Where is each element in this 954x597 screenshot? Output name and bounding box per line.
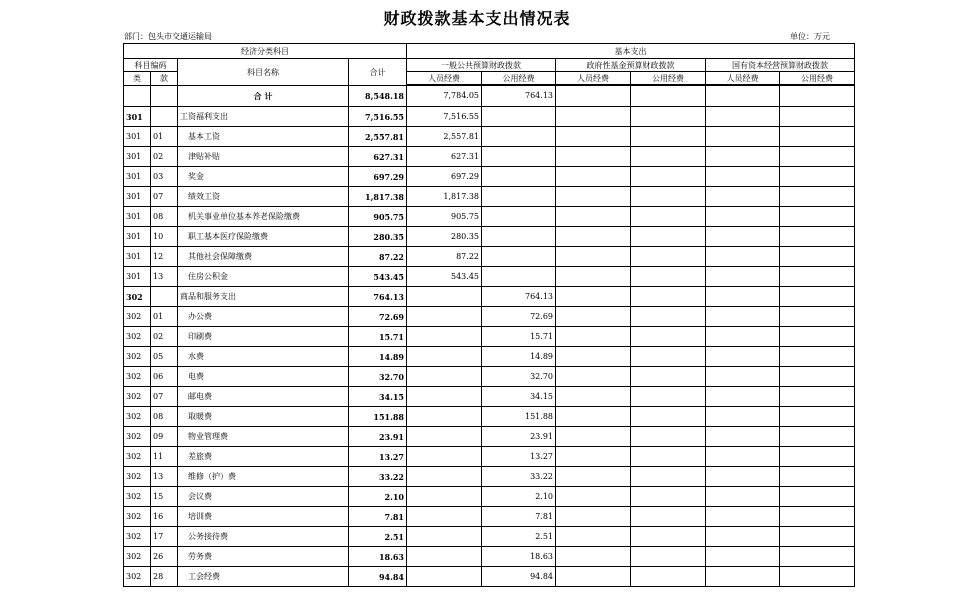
general-personnel-cell <box>407 367 482 387</box>
total-fund-public-cell <box>631 86 706 107</box>
general-public-cell: 151.88 <box>482 407 556 427</box>
lei-cell: 302 <box>124 547 151 567</box>
kuan-header: 款 <box>151 72 178 86</box>
name-header: 科目名称 <box>178 59 349 86</box>
fund-public-cell <box>631 207 706 227</box>
fund-personnel-cell <box>556 227 631 247</box>
kuan-cell: 12 <box>151 247 178 267</box>
total-sum-cell: 8,548.18 <box>349 86 407 107</box>
total-header: 合计 <box>349 59 407 86</box>
lei-cell: 302 <box>124 387 151 407</box>
name-cell: 电费 <box>178 367 349 387</box>
total-cell: 764.13 <box>349 287 407 307</box>
general-personnel-cell <box>407 427 482 447</box>
general-personnel-header: 人员经费 <box>407 72 482 85</box>
table-row <box>124 347 855 367</box>
general-public-cell: 34.15 <box>482 387 556 407</box>
state-public-cell <box>780 247 855 267</box>
name-cell: 工会经费 <box>178 567 349 587</box>
lei-cell: 301 <box>124 207 151 227</box>
state-personnel-cell <box>706 327 780 347</box>
econ-class-header: 经济分类科目 <box>124 44 407 59</box>
table-row <box>124 167 855 187</box>
kuan-cell: 17 <box>151 527 178 547</box>
lei-cell: 302 <box>124 407 151 427</box>
name-cell: 劳务费 <box>178 547 349 567</box>
kuan-cell: 03 <box>151 167 178 187</box>
table-row <box>124 487 855 507</box>
fund-personnel-cell <box>556 147 631 167</box>
fund-personnel-cell <box>556 567 631 587</box>
kuan-cell: 07 <box>151 187 178 207</box>
total-row <box>124 86 855 107</box>
state-personnel-cell <box>706 207 780 227</box>
total-cell: 94.84 <box>349 567 407 587</box>
state-public-cell <box>780 427 855 447</box>
fund-public-cell <box>631 187 706 207</box>
total-cell: 7.81 <box>349 507 407 527</box>
name-cell: 奖金 <box>178 167 349 187</box>
general-personnel-cell <box>407 527 482 547</box>
total-cell: 2.10 <box>349 487 407 507</box>
state-public-cell <box>780 367 855 387</box>
state-public-cell <box>780 187 855 207</box>
total-fund-personnel-cell <box>556 86 631 107</box>
table-row <box>124 447 855 467</box>
lei-header: 类 <box>124 72 151 86</box>
total-cell: 32.70 <box>349 367 407 387</box>
fund-personnel-cell <box>556 187 631 207</box>
name-cell: 差旅费 <box>178 447 349 467</box>
fund-public-cell <box>631 107 706 127</box>
general-public-cell: 13.27 <box>482 447 556 467</box>
total-lei-cell <box>124 86 151 107</box>
state-public-cell <box>780 147 855 167</box>
general-public-cell <box>482 207 556 227</box>
name-cell: 机关事业单位基本养老保险缴费 <box>178 207 349 227</box>
general-personnel-cell: 2,557.81 <box>407 127 482 147</box>
state-public-cell <box>780 347 855 367</box>
lei-cell: 301 <box>124 267 151 287</box>
general-personnel-cell <box>407 567 482 587</box>
lei-cell: 302 <box>124 527 151 547</box>
fund-public-cell <box>631 127 706 147</box>
state-personnel-cell <box>706 247 780 267</box>
state-public-cell <box>780 447 855 467</box>
kuan-cell: 26 <box>151 547 178 567</box>
table-row <box>124 287 855 307</box>
general-public-cell <box>482 167 556 187</box>
general-personnel-cell <box>407 347 482 367</box>
state-public-cell <box>780 307 855 327</box>
general-public-cell <box>482 267 556 287</box>
kuan-cell: 01 <box>151 307 178 327</box>
code-header: 科目编码 <box>124 59 178 72</box>
state-personnel-cell <box>706 487 780 507</box>
state-personnel-cell <box>706 467 780 487</box>
general-personnel-cell <box>407 327 482 347</box>
general-personnel-cell <box>407 487 482 507</box>
state-public-cell <box>780 407 855 427</box>
state-public-header: 公用经费 <box>780 72 855 85</box>
lei-cell: 302 <box>124 427 151 447</box>
lei-cell: 302 <box>124 307 151 327</box>
total-state-public-cell <box>780 86 855 107</box>
table-row <box>124 387 855 407</box>
general-personnel-cell <box>407 467 482 487</box>
lei-cell: 302 <box>124 567 151 587</box>
lei-cell: 302 <box>124 367 151 387</box>
lei-cell: 302 <box>124 507 151 527</box>
fund-personnel-cell <box>556 167 631 187</box>
table-row <box>124 227 855 247</box>
state-personnel-cell <box>706 507 780 527</box>
table-row <box>124 187 855 207</box>
state-public-cell <box>780 507 855 527</box>
total-general-personnel-cell: 7,784.05 <box>407 86 482 107</box>
state-public-cell <box>780 267 855 287</box>
general-public-cell: 94.84 <box>482 567 556 587</box>
fund-public-cell <box>631 307 706 327</box>
general-public-cell: 72.69 <box>482 307 556 327</box>
fund-public-cell <box>631 167 706 187</box>
fund-personnel-cell <box>556 527 631 547</box>
total-cell: 151.88 <box>349 407 407 427</box>
state-capital-header: 国有资本经营预算财政拨款 <box>706 59 855 72</box>
fund-personnel-header: 人员经费 <box>556 72 631 85</box>
name-cell: 水费 <box>178 347 349 367</box>
general-public-cell <box>482 147 556 167</box>
general-public-cell: 7.81 <box>482 507 556 527</box>
table-row <box>124 127 855 147</box>
total-cell: 13.27 <box>349 447 407 467</box>
fund-personnel-cell <box>556 347 631 367</box>
kuan-cell <box>151 287 178 307</box>
total-cell: 543.45 <box>349 267 407 287</box>
general-public-cell: 23.91 <box>482 427 556 447</box>
lei-cell: 302 <box>124 327 151 347</box>
name-cell: 会议费 <box>178 487 349 507</box>
kuan-cell: 09 <box>151 427 178 447</box>
lei-cell: 302 <box>124 467 151 487</box>
kuan-cell: 02 <box>151 147 178 167</box>
general-public-cell <box>482 187 556 207</box>
total-cell: 7,516.55 <box>349 107 407 127</box>
total-cell: 18.63 <box>349 547 407 567</box>
fund-public-header: 公用经费 <box>631 72 706 85</box>
table-row <box>124 527 855 547</box>
fund-public-cell <box>631 347 706 367</box>
state-personnel-cell <box>706 407 780 427</box>
general-personnel-cell <box>407 307 482 327</box>
kuan-cell: 01 <box>151 127 178 147</box>
total-name-cell: 合 计 <box>178 86 349 107</box>
unit-label: 单位：万元 <box>790 32 830 41</box>
state-personnel-cell <box>706 567 780 587</box>
total-cell: 2.51 <box>349 527 407 547</box>
name-cell: 工资福利支出 <box>178 107 349 127</box>
state-public-cell <box>780 167 855 187</box>
table-row <box>124 207 855 227</box>
name-cell: 绩效工资 <box>178 187 349 207</box>
kuan-cell: 08 <box>151 207 178 227</box>
table-row <box>124 307 855 327</box>
state-personnel-cell <box>706 367 780 387</box>
kuan-cell: 11 <box>151 447 178 467</box>
state-public-cell <box>780 527 855 547</box>
state-public-cell <box>780 467 855 487</box>
kuan-cell: 02 <box>151 327 178 347</box>
name-cell: 公务接待费 <box>178 527 349 547</box>
name-cell: 邮电费 <box>178 387 349 407</box>
name-cell: 办公费 <box>178 307 349 327</box>
state-personnel-cell <box>706 127 780 147</box>
lei-cell: 301 <box>124 227 151 247</box>
fund-public-cell <box>631 507 706 527</box>
fund-public-cell <box>631 147 706 167</box>
name-cell: 取暖费 <box>178 407 349 427</box>
table-row <box>124 467 855 487</box>
lei-cell: 301 <box>124 107 151 127</box>
state-personnel-cell <box>706 267 780 287</box>
state-public-cell <box>780 387 855 407</box>
fund-public-cell <box>631 327 706 347</box>
fund-personnel-cell <box>556 267 631 287</box>
fund-public-cell <box>631 387 706 407</box>
fund-public-cell <box>631 567 706 587</box>
total-kuan-cell <box>151 86 178 107</box>
state-public-cell <box>780 127 855 147</box>
state-personnel-cell <box>706 447 780 467</box>
state-personnel-cell <box>706 107 780 127</box>
table-row <box>124 247 855 267</box>
total-cell: 34.15 <box>349 387 407 407</box>
lei-cell: 302 <box>124 487 151 507</box>
total-cell: 627.31 <box>349 147 407 167</box>
fund-personnel-cell <box>556 247 631 267</box>
total-cell: 72.69 <box>349 307 407 327</box>
name-cell: 维修（护）费 <box>178 467 349 487</box>
general-personnel-cell <box>407 407 482 427</box>
table-row <box>124 547 855 567</box>
total-cell: 15.71 <box>349 327 407 347</box>
general-personnel-cell: 7,516.55 <box>407 107 482 127</box>
fund-public-cell <box>631 427 706 447</box>
total-cell: 280.35 <box>349 227 407 247</box>
state-public-cell <box>780 107 855 127</box>
state-personnel-cell <box>706 427 780 447</box>
fund-public-cell <box>631 367 706 387</box>
state-public-cell <box>780 327 855 347</box>
name-cell: 印刷费 <box>178 327 349 347</box>
total-cell: 2,557.81 <box>349 127 407 147</box>
kuan-cell: 13 <box>151 267 178 287</box>
general-personnel-cell: 905.75 <box>407 207 482 227</box>
table-row <box>124 107 855 127</box>
total-cell: 14.89 <box>349 347 407 367</box>
kuan-cell: 08 <box>151 407 178 427</box>
state-personnel-header: 人员经费 <box>706 72 780 85</box>
general-personnel-cell <box>407 287 482 307</box>
table-row <box>124 407 855 427</box>
table-row <box>124 427 855 447</box>
general-personnel-cell: 1,817.38 <box>407 187 482 207</box>
total-cell: 697.29 <box>349 167 407 187</box>
fund-personnel-cell <box>556 547 631 567</box>
fund-public-cell <box>631 487 706 507</box>
general-public-cell: 32.70 <box>482 367 556 387</box>
basic-expense-header: 基本支出 <box>407 44 855 59</box>
general-public-cell <box>482 107 556 127</box>
lei-cell: 301 <box>124 147 151 167</box>
fund-personnel-cell <box>556 127 631 147</box>
fund-personnel-cell <box>556 467 631 487</box>
general-personnel-cell: 280.35 <box>407 227 482 247</box>
state-personnel-cell <box>706 347 780 367</box>
name-cell: 基本工资 <box>178 127 349 147</box>
general-personnel-cell <box>407 387 482 407</box>
lei-cell: 302 <box>124 447 151 467</box>
fund-personnel-cell <box>556 507 631 527</box>
general-public-cell: 18.63 <box>482 547 556 567</box>
table-row <box>124 507 855 527</box>
fund-public-cell <box>631 447 706 467</box>
general-personnel-cell: 543.45 <box>407 267 482 287</box>
lei-cell: 301 <box>124 247 151 267</box>
kuan-cell: 06 <box>151 367 178 387</box>
general-budget-header: 一般公共预算财政拨款 <box>407 59 556 72</box>
state-personnel-cell <box>706 147 780 167</box>
fund-personnel-cell <box>556 407 631 427</box>
name-cell: 物业管理费 <box>178 427 349 447</box>
name-cell: 津贴补贴 <box>178 147 349 167</box>
page-title: 财政拨款基本支出情况表 <box>383 9 571 28</box>
state-public-cell <box>780 567 855 587</box>
kuan-cell <box>151 107 178 127</box>
state-personnel-cell <box>706 187 780 207</box>
gov-fund-header: 政府性基金预算财政拨款 <box>556 59 706 72</box>
fund-personnel-cell <box>556 447 631 467</box>
fund-public-cell <box>631 527 706 547</box>
general-public-header: 公用经费 <box>482 72 556 85</box>
general-public-cell: 2.51 <box>482 527 556 547</box>
total-cell: 905.75 <box>349 207 407 227</box>
general-personnel-cell: 627.31 <box>407 147 482 167</box>
table-row <box>124 567 855 587</box>
state-public-cell <box>780 207 855 227</box>
name-cell: 住房公积金 <box>178 267 349 287</box>
state-personnel-cell <box>706 167 780 187</box>
state-public-cell <box>780 227 855 247</box>
state-personnel-cell <box>706 227 780 247</box>
general-public-cell <box>482 247 556 267</box>
fund-public-cell <box>631 407 706 427</box>
table-row <box>124 147 855 167</box>
general-public-cell: 2.10 <box>482 487 556 507</box>
state-public-cell <box>780 547 855 567</box>
general-public-cell: 33.22 <box>482 467 556 487</box>
kuan-cell: 15 <box>151 487 178 507</box>
fund-personnel-cell <box>556 307 631 327</box>
lei-cell: 302 <box>124 347 151 367</box>
fund-public-cell <box>631 547 706 567</box>
total-cell: 23.91 <box>349 427 407 447</box>
lei-cell: 301 <box>124 127 151 147</box>
fund-personnel-cell <box>556 287 631 307</box>
general-personnel-cell <box>407 447 482 467</box>
table-row <box>124 267 855 287</box>
name-cell: 培训费 <box>178 507 349 527</box>
table-row <box>124 367 855 387</box>
kuan-cell: 13 <box>151 467 178 487</box>
fund-personnel-cell <box>556 327 631 347</box>
table-body <box>124 86 855 587</box>
total-general-public-cell: 764.13 <box>482 86 556 107</box>
state-personnel-cell <box>706 287 780 307</box>
state-personnel-cell <box>706 387 780 407</box>
state-personnel-cell <box>706 527 780 547</box>
table-row <box>124 327 855 347</box>
state-personnel-cell <box>706 547 780 567</box>
fund-public-cell <box>631 467 706 487</box>
fund-public-cell <box>631 247 706 267</box>
general-personnel-cell <box>407 547 482 567</box>
total-state-personnel-cell <box>706 86 780 107</box>
kuan-cell: 28 <box>151 567 178 587</box>
fund-personnel-cell <box>556 387 631 407</box>
state-personnel-cell <box>706 307 780 327</box>
state-public-cell <box>780 287 855 307</box>
fund-public-cell <box>631 267 706 287</box>
general-public-cell: 14.89 <box>482 347 556 367</box>
kuan-cell: 16 <box>151 507 178 527</box>
general-public-cell <box>482 227 556 247</box>
total-cell: 1,817.38 <box>349 187 407 207</box>
fund-public-cell <box>631 287 706 307</box>
total-cell: 33.22 <box>349 467 407 487</box>
fund-personnel-cell <box>556 487 631 507</box>
expenditure-table <box>123 43 855 587</box>
general-public-cell: 15.71 <box>482 327 556 347</box>
kuan-cell: 07 <box>151 387 178 407</box>
lei-cell: 301 <box>124 167 151 187</box>
fund-public-cell <box>631 227 706 247</box>
general-public-cell: 764.13 <box>482 287 556 307</box>
general-personnel-cell: 87.22 <box>407 247 482 267</box>
general-public-cell <box>482 127 556 147</box>
kuan-cell: 05 <box>151 347 178 367</box>
department-label: 部门：包头市交通运输局 <box>124 32 212 41</box>
kuan-cell: 10 <box>151 227 178 247</box>
general-personnel-cell <box>407 507 482 527</box>
fund-personnel-cell <box>556 107 631 127</box>
general-personnel-cell: 697.29 <box>407 167 482 187</box>
state-public-cell <box>780 487 855 507</box>
name-cell: 其他社会保障缴费 <box>178 247 349 267</box>
table-header <box>124 44 855 86</box>
fund-personnel-cell <box>556 367 631 387</box>
lei-cell: 301 <box>124 187 151 207</box>
fund-personnel-cell <box>556 427 631 447</box>
fund-personnel-cell <box>556 207 631 227</box>
total-cell: 87.22 <box>349 247 407 267</box>
lei-cell: 302 <box>124 287 151 307</box>
name-cell: 职工基本医疗保险缴费 <box>178 227 349 247</box>
name-cell: 商品和服务支出 <box>178 287 349 307</box>
